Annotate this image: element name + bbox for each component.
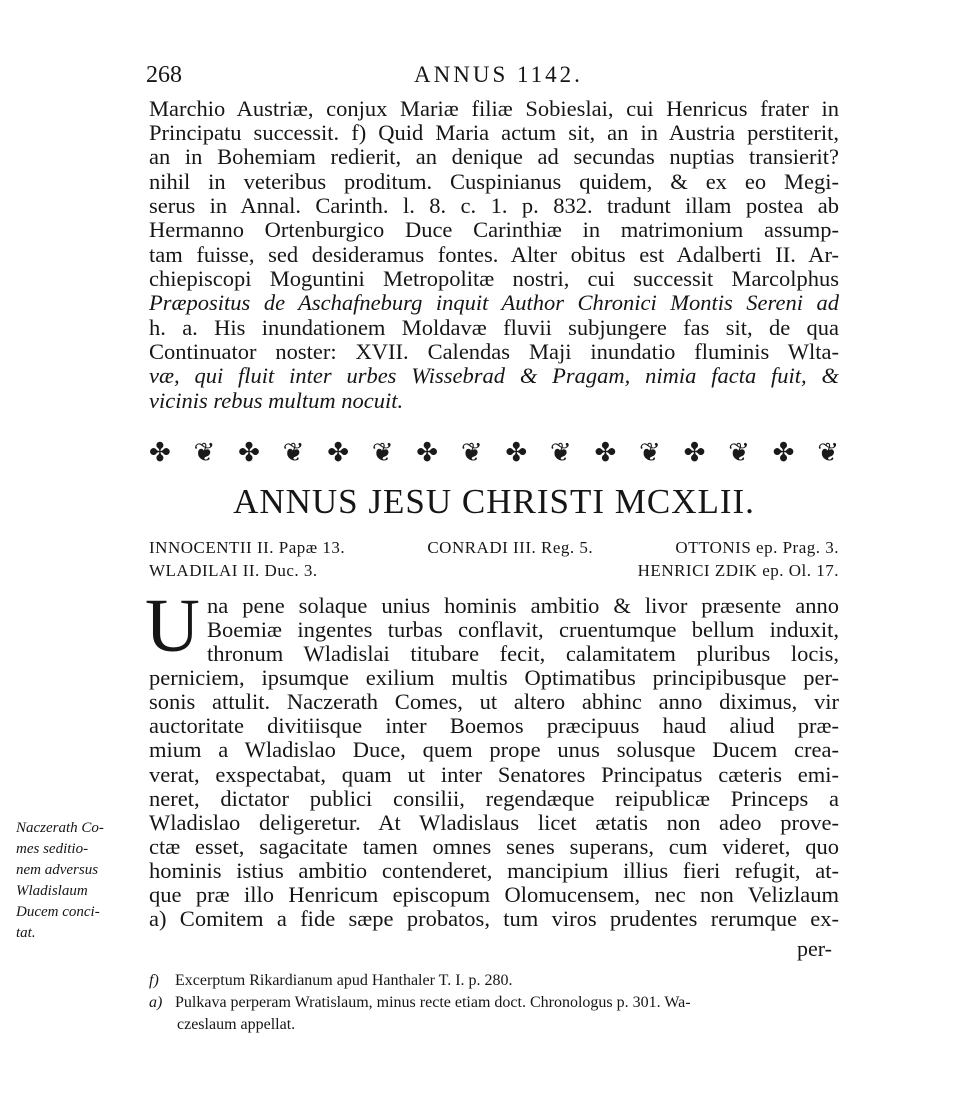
footnote-continuation — [149, 1014, 839, 1036]
ornament-glyph: ❦ — [282, 438, 305, 468]
regnal-years-line-2 — [149, 560, 839, 582]
drop-cap: U — [145, 584, 200, 668]
text-line: serus in Annal. Carinth. l. 8. c. 1. p. 832. tradunt illam postea ab — [149, 193, 839, 218]
ornament-glyph: ✤ — [505, 438, 528, 468]
text-line: que præ illo Henricum episcopum Olomucensem, nec non Velizlaum — [149, 882, 839, 907]
margin-note-line: tat. — [16, 925, 36, 941]
section-title: ANNUS JESU CHRISTI MCXLII. — [233, 482, 755, 521]
margin-note-line: Ducem conci- — [16, 904, 100, 920]
text-line: tam fuisse, sed desideramus fontes. Alter obitus est Adalberti II. Ar- — [149, 242, 839, 267]
regnal-years-line-1 — [149, 537, 839, 559]
ornament-glyph: ✤ — [772, 438, 795, 468]
footnote — [149, 992, 839, 1014]
text-line: Continuator noster: XVII. Calendas Maji inundatio fluminis Wlta- — [149, 339, 839, 364]
text-line: Hermanno Ortenburgico Duce Carinthiæ in matrimonium assump- — [149, 217, 839, 242]
margin-note — [16, 818, 146, 944]
regnal-pope: INNOCENTII II. Papæ 13. — [149, 538, 346, 557]
ornament-glyph: ✤ — [327, 438, 349, 468]
ornament-glyph: ✤ — [683, 438, 706, 468]
footnote-text: czeslaum appellat. — [177, 1016, 296, 1033]
margin-note-line: Naczerath Co- — [16, 820, 104, 836]
ornament-glyph: ✤ — [594, 438, 617, 468]
margin-note-line: nem adversus — [16, 862, 99, 878]
footnote-mark: f) — [149, 972, 159, 989]
text-line: Boemiæ ingentes turbas conflavit, cruentumque bellum induxit, — [207, 617, 839, 642]
text-line: perniciem, ipsumque exilium multis Optimatibus principibusque per- — [149, 665, 839, 690]
ornament-glyph: ✤ — [416, 438, 439, 468]
catchword: per- — [797, 936, 832, 961]
ornament-glyph: ❦ — [817, 438, 839, 468]
ornament-glyph: ❦ — [639, 438, 661, 468]
margin-note-line: Wladislaum — [16, 883, 88, 899]
text-line: sonis attulit. Naczerath Comes, ut altero abhinc anno diximus, vir — [149, 689, 839, 714]
ornament-glyph: ❦ — [371, 438, 394, 468]
ornament-band — [149, 436, 839, 470]
text-line: mium a Wladislao Duce, quem prope unus solusque Ducem crea- — [149, 737, 839, 762]
footnote-text: Pulkava perperam Wratislaum, minus recte etiam doct. Chronologus p. 301. Wa- — [175, 994, 691, 1011]
regnal-bishop-prague: OTTONIS ep. Prag. 3. — [675, 538, 839, 557]
text-line: væ, qui fluit inter urbes Wissebrad & Pragam, nimia facta fuit, & — [149, 363, 839, 388]
ornament-glyph: ✤ — [238, 438, 260, 468]
text-line: Principatu successit. f) Quid Maria actum sit, an in Austria perstiterit, — [149, 120, 839, 145]
text-line: vicinis rebus multum nocuit. — [149, 388, 404, 413]
margin-note-line: mes seditio- — [16, 841, 89, 857]
text-line: thronum Wladislai titubare fecit, calamitatem pluribus locis, — [207, 641, 839, 666]
ornament-glyph: ✤ — [149, 438, 171, 468]
footnotes — [149, 970, 839, 1036]
text-line: verat, exspectabat, quam ut inter Senatores Principatus cæteris emi- — [149, 762, 839, 787]
text-line: auctoritate divitiisque inter Boemos præcipuus haud aliud præ- — [149, 713, 839, 738]
text-line: an in Bohemiam redierit, an denique ad secundas nuptias transierit? — [149, 144, 839, 169]
text-line: chiepiscopi Moguntini Metropolitæ nostri, cui successit Marcolphus — [149, 266, 839, 291]
text-line: a) Comitem a fide sæpe probatos, tum viros prudentes rerumque ex- — [149, 906, 839, 931]
footnote-text: Excerptum Rikardianum apud Hanthaler T. I. p. 280. — [175, 972, 513, 989]
text-line: Marchio Austriæ, conjux Mariæ filiæ Sobieslai, cui Henricus frater in — [149, 96, 839, 121]
text-line: h. a. His inundationem Moldavæ fluvii subjungere fas sit, de qua — [149, 315, 839, 340]
page-number: 268 — [146, 62, 182, 88]
text-line: Wladislao deligeretur. At Wladislaus licet ætatis non adeo prove- — [149, 810, 839, 835]
ornament-glyph: ❦ — [549, 438, 572, 468]
ornament-glyph: ❦ — [460, 438, 483, 468]
text-line: na pene solaque unius hominis ambitio & livor præsente anno — [207, 593, 839, 618]
running-title: ANNUS 1142. — [414, 62, 583, 87]
footnote-mark: a) — [149, 994, 163, 1011]
regnal-bishop-olomouc: HENRICI ZDIK ep. Ol. 17. — [637, 561, 839, 580]
text-line: neret, dictator publici consilii, regendæque reipublicæ Princeps a — [149, 786, 839, 811]
ornament-glyph: ❦ — [728, 438, 750, 468]
regnal-duke: WLADILAI II. Duc. 3. — [149, 561, 318, 580]
footnote — [149, 970, 839, 992]
text-line: hominis istius ambitio contenderet, mancipium illius fieri refugit, at- — [149, 858, 839, 883]
text-line: Præpositus de Aschafneburg inquit Author Chronici Montis Sereni ad — [149, 290, 839, 315]
text-line: ctæ esset, sagacitate tamen omnes senes superans, cum videret, quo — [149, 834, 839, 859]
running-head — [146, 62, 846, 92]
ornament-glyph: ❦ — [193, 438, 216, 468]
regnal-king: CONRADI III. Reg. 5. — [427, 538, 594, 557]
text-line: nihil in veteribus proditum. Cuspinianus quidem, & ex eo Megi- — [149, 169, 839, 194]
